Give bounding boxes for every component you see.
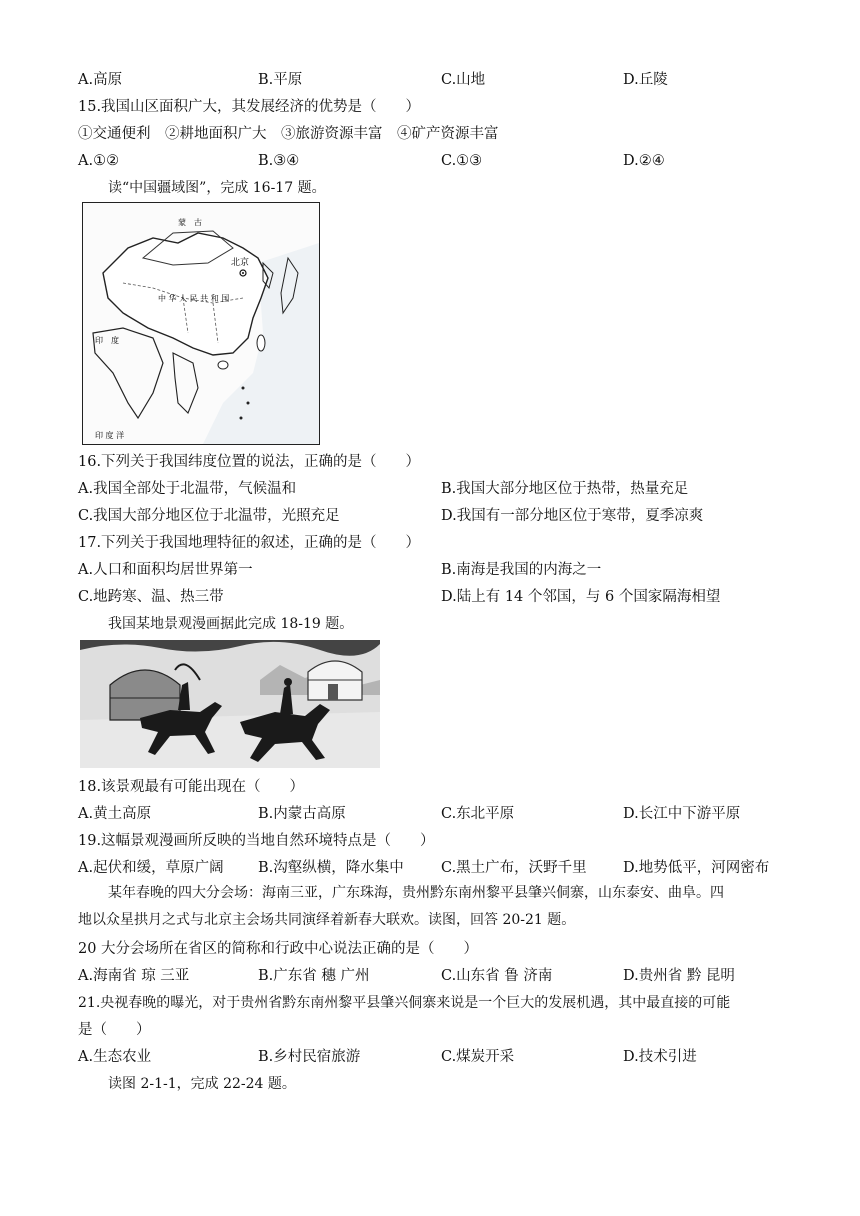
- q21-option-d: D.技术引进: [623, 1049, 697, 1065]
- q14-option-a: A.高原: [78, 72, 123, 88]
- indochina-outline: [173, 353, 198, 413]
- beijing-marker-center: [242, 272, 244, 274]
- q15-statements: ①交通便利 ②耕地面积广大 ③旅游资源丰富 ④矿产资源丰富: [78, 126, 499, 142]
- intro-20-21-line1: 某年春晚的四大分会场：海南三亚，广东珠海，贵州黔东南州黎平县肇兴侗寨，山东泰安、曲阜。四: [108, 885, 724, 901]
- q20-option-d: D.贵州省 黔 昆明: [623, 968, 735, 984]
- q15-stem: 15.我国山区面积广大，其发展经济的优势是（ ）: [78, 99, 421, 115]
- q14-option-d: D.丘陵: [623, 72, 668, 88]
- q14-option-c: C.山地: [441, 72, 486, 88]
- q18-option-d: D.长江中下游平原: [623, 806, 741, 822]
- intro-20-21-line2: 地以众星拱月之式与北京主会场共同演绎着新春大联欢。读图，回答 20-21 题。: [78, 912, 576, 928]
- q19-stem: 19.这幅景观漫画所反映的当地自然环境特点是（ ）: [78, 833, 435, 849]
- intro-16-17: 读“中国疆域图”，完成 16-17 题。: [108, 180, 326, 196]
- q20-stem: 20 大分会场所在省区的简称和行政中心说法正确的是（ ）: [78, 941, 479, 957]
- taiwan-island: [257, 335, 265, 351]
- q16-option-a: A.我国全部处于北温带，气候温和: [78, 481, 297, 497]
- q15-option-a: A.①②: [78, 153, 120, 169]
- q15-option-b: B.③④: [258, 153, 300, 169]
- mongolia-label: 蒙 古: [178, 218, 202, 227]
- q16-stem: 16.下列关于我国纬度位置的说法，正确的是（ ）: [78, 454, 421, 470]
- country-label: 中 华 人 民 共 和 国: [158, 294, 230, 303]
- q21-option-a: A.生态农业: [78, 1049, 152, 1065]
- q21-option-c: C.煤炭开采: [441, 1049, 515, 1065]
- hainan-island: [218, 361, 228, 369]
- q20-option-c: C.山东省 鲁 济南: [441, 968, 553, 984]
- map-drawing: [83, 203, 319, 444]
- indian-ocean-label: 印 度 洋: [95, 431, 125, 440]
- grassland-landscape-cartoon: [80, 640, 380, 768]
- q21-stem-line2: 是（ ）: [78, 1022, 151, 1038]
- q18-option-a: A.黄土高原: [78, 806, 152, 822]
- yurt-right-door: [328, 684, 338, 700]
- q17-stem: 17.下列关于我国地理特征的叙述，正确的是（ ）: [78, 535, 421, 551]
- q17-option-d: D.陆上有 14 个邻国，与 6 个国家隔海相望: [441, 589, 721, 605]
- island-dot: [247, 402, 250, 405]
- q19-option-d: D.地势低平，河网密布: [623, 860, 770, 876]
- q17-option-b: B.南海是我国的内海之一: [441, 562, 602, 578]
- q15-option-d: D.②④: [623, 153, 665, 169]
- q15-option-c: C.①③: [441, 153, 483, 169]
- china-territory-map: [82, 202, 320, 445]
- q21-option-b: B.乡村民宿旅游: [258, 1049, 361, 1065]
- q18-option-b: B.内蒙古高原: [258, 806, 346, 822]
- q14-option-b: B.平原: [258, 72, 303, 88]
- q20-option-a: A.海南省 琼 三亚: [78, 968, 190, 984]
- cartoon-drawing: [80, 640, 380, 768]
- q18-option-c: C.东北平原: [441, 806, 515, 822]
- q19-option-a: A.起伏和缓，草原广阔: [78, 860, 224, 876]
- intro-20-21: [78, 880, 783, 934]
- island-dot: [242, 387, 245, 390]
- rider-right-head: [284, 678, 292, 686]
- q16-option-c: C.我国大部分地区位于北温带，光照充足: [78, 508, 340, 524]
- island-dot: [240, 417, 243, 420]
- q16-option-d: D.我国有一部分地区位于寒带，夏季凉爽: [441, 508, 704, 524]
- q18-stem: 18.该景观最有可能出现在（ ）: [78, 779, 305, 795]
- q17-option-c: C.地跨寒、温、热三带: [78, 589, 224, 605]
- q19-option-b: B.沟壑纵横，降水集中: [258, 860, 404, 876]
- beijing-label: 北京: [231, 258, 250, 268]
- q16-option-b: B.我国大部分地区位于热带，热量充足: [441, 481, 689, 497]
- intro-18-19: 我国某地景观漫画据此完成 18-19 题。: [108, 616, 354, 632]
- india-label: 印 度: [95, 336, 119, 345]
- q21-stem-line1: 21.央视春晚的曝光，对于贵州省黔东南州黎平县肇兴侗寨来说是一个巨大的发展机遇，其中最直接的可能: [78, 995, 731, 1011]
- q20-option-b: B.广东省 穗 广州: [258, 968, 370, 984]
- intro-22-24: 读图 2-1-1，完成 22-24 题。: [108, 1076, 296, 1092]
- q17-option-a: A.人口和面积均居世界第一: [78, 562, 253, 578]
- q19-option-c: C.黑土广布，沃野千里: [441, 860, 587, 876]
